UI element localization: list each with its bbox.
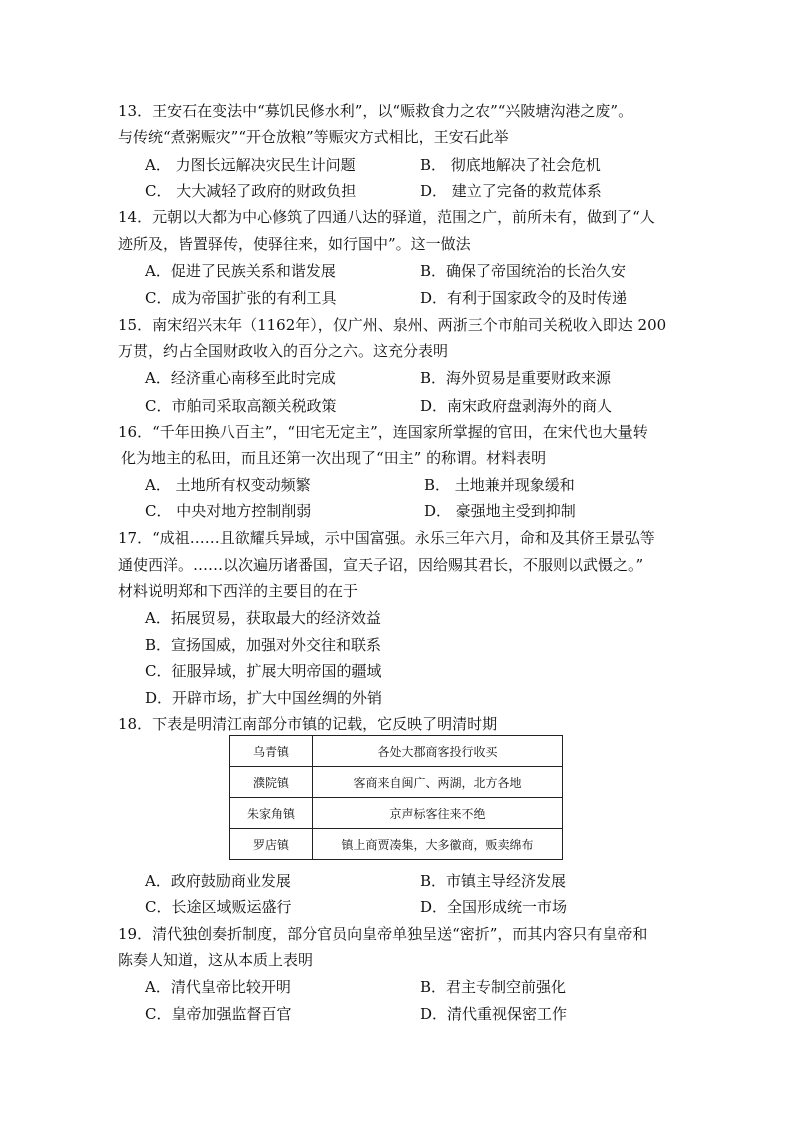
question-19-option-b[interactable]: B．君主专制空前强化 <box>420 978 567 996</box>
question-19-stem-line-1: 19．清代独创奏折制度，部分官员向皇帝单独呈送“密折”，而其内容只有皇帝和 <box>118 925 648 943</box>
question-14-stem-line-1: 14．元朝以大都为中心修筑了四通八达的驿道，范围之广，前所未有，做到了“人 <box>118 208 655 226</box>
question-14-option-a[interactable]: A．促进了民族关系和谐发展 <box>145 262 336 280</box>
table-row <box>230 736 563 767</box>
question-19-option-d[interactable]: D．清代重视保密工作 <box>420 1005 568 1023</box>
town-record: 京声标客往来不绝 <box>313 798 563 829</box>
question-16-stem-line-1: 16．“千年田换八百主”，“田宅无定主”，连国家所掌握的官田，在宋代也大量转 <box>118 423 648 441</box>
question-15-stem-line-1: 15．南宋绍兴末年（1162年），仅广州、泉州、两浙三个市舶司关税收入即达 200 <box>118 316 667 334</box>
table-row <box>230 798 563 829</box>
town-name: 濮院镇 <box>230 767 313 798</box>
question-13-option-c[interactable]: C． 大大减轻了政府的财政负担 <box>145 182 357 200</box>
question-15-option-d[interactable]: D．南宋政府盘剥海外的商人 <box>420 397 613 415</box>
question-13-stem-line-2: 与传统“煮粥赈灾”“开仓放粮”等赈灾方式相比，王安石此举 <box>118 128 509 146</box>
question-16-option-d[interactable]: D． 豪强地主受到抑制 <box>424 502 576 520</box>
question-18-option-c[interactable]: C．长途区域贩运盛行 <box>145 898 292 916</box>
question-14-option-b[interactable]: B．确保了帝国统治的长治久安 <box>420 262 627 280</box>
question-14-option-d[interactable]: D．有利于国家政令的及时传递 <box>420 289 628 307</box>
market-towns-table <box>229 735 563 860</box>
question-16-option-a[interactable]: A． 土地所有权变动频繁 <box>145 476 311 494</box>
question-16-option-b[interactable]: B． 土地兼并现象缓和 <box>424 476 575 494</box>
question-17-stem-line-1: 17．“成祖……且欲耀兵异域，示中国富强。永乐三年六月，命和及其侪王景弘等 <box>118 529 655 547</box>
question-18-option-b[interactable]: B．市镇主导经济发展 <box>420 872 567 890</box>
question-13-option-b[interactable]: B． 彻底地解决了社会危机 <box>420 156 601 174</box>
question-17-option-b[interactable]: B．宣扬国威，加强对外交往和联系 <box>145 636 382 654</box>
town-record: 镇上商贾凑集，大多徽商，贩卖绵布 <box>313 829 563 860</box>
question-17-option-d[interactable]: D．开辟市场，扩大中国丝绸的外销 <box>145 689 383 707</box>
question-19-option-a[interactable]: A．清代皇帝比较开明 <box>145 978 291 996</box>
question-18-option-a[interactable]: A．政府鼓励商业发展 <box>145 872 291 890</box>
town-name: 朱家角镇 <box>230 798 313 829</box>
question-18-stem-line-1: 18．下表是明清江南部分市镇的记载，它反映了明清时期 <box>118 715 498 733</box>
question-15-stem-line-2: 万贯，约占全国财政收入的百分之六。这充分表明 <box>118 342 449 360</box>
table-row <box>230 829 563 860</box>
table-row <box>230 767 563 798</box>
question-15-option-c[interactable]: C．市舶司采取高额关税政策 <box>145 397 337 415</box>
question-17-option-a[interactable]: A．拓展贸易，获取最大的经济效益 <box>145 609 381 627</box>
question-13-option-a[interactable]: A． 力图长远解决灾民生计问题 <box>145 156 356 174</box>
question-16-stem-line-2: 化为地主的私田，而且还第一次出现了“田主” 的称谓。材料表明 <box>121 449 547 467</box>
question-19-option-c[interactable]: C．皇帝加强监督百官 <box>145 1005 292 1023</box>
town-name: 罗店镇 <box>230 829 313 860</box>
question-14-option-c[interactable]: C．成为帝国扩张的有利工具 <box>145 289 337 307</box>
question-14-stem-line-2: 迹所及，皆置驿传，使驿往来，如行国中”。这一做法 <box>118 235 471 253</box>
town-name: 乌青镇 <box>230 736 313 767</box>
question-15-option-a[interactable]: A．经济重心南移至此时完成 <box>145 369 336 387</box>
question-17-stem-line-3: 材料说明郑和下西洋的主要目的在于 <box>118 582 359 600</box>
town-record: 客商来自闽广、两湖，北方各地 <box>313 767 563 798</box>
question-13-stem-line-1: 13．王安石在变法中“募饥民修水利”，以“赈救食力之农”“兴陂塘沟港之废”。 <box>118 102 634 120</box>
question-18-option-d[interactable]: D．全国形成统一市场 <box>420 898 568 916</box>
question-15-option-b[interactable]: B．海外贸易是重要财政来源 <box>420 369 612 387</box>
town-record: 各处大郡商客投行收买 <box>313 736 563 767</box>
question-19-stem-line-2: 陈奏人知道，这从本质上表明 <box>118 951 314 969</box>
question-17-stem-line-2: 通使西洋。……以次遍历诸番国，宣天子诏，因给赐其君长，不服则以武慑之。” <box>118 556 644 574</box>
question-16-option-c[interactable]: C． 中央对地方控制削弱 <box>145 502 312 520</box>
question-17-option-c[interactable]: C．征服异域，扩展大明帝国的疆域 <box>145 662 382 680</box>
question-13-option-d[interactable]: D． 建立了完备的救荒体系 <box>420 182 602 200</box>
